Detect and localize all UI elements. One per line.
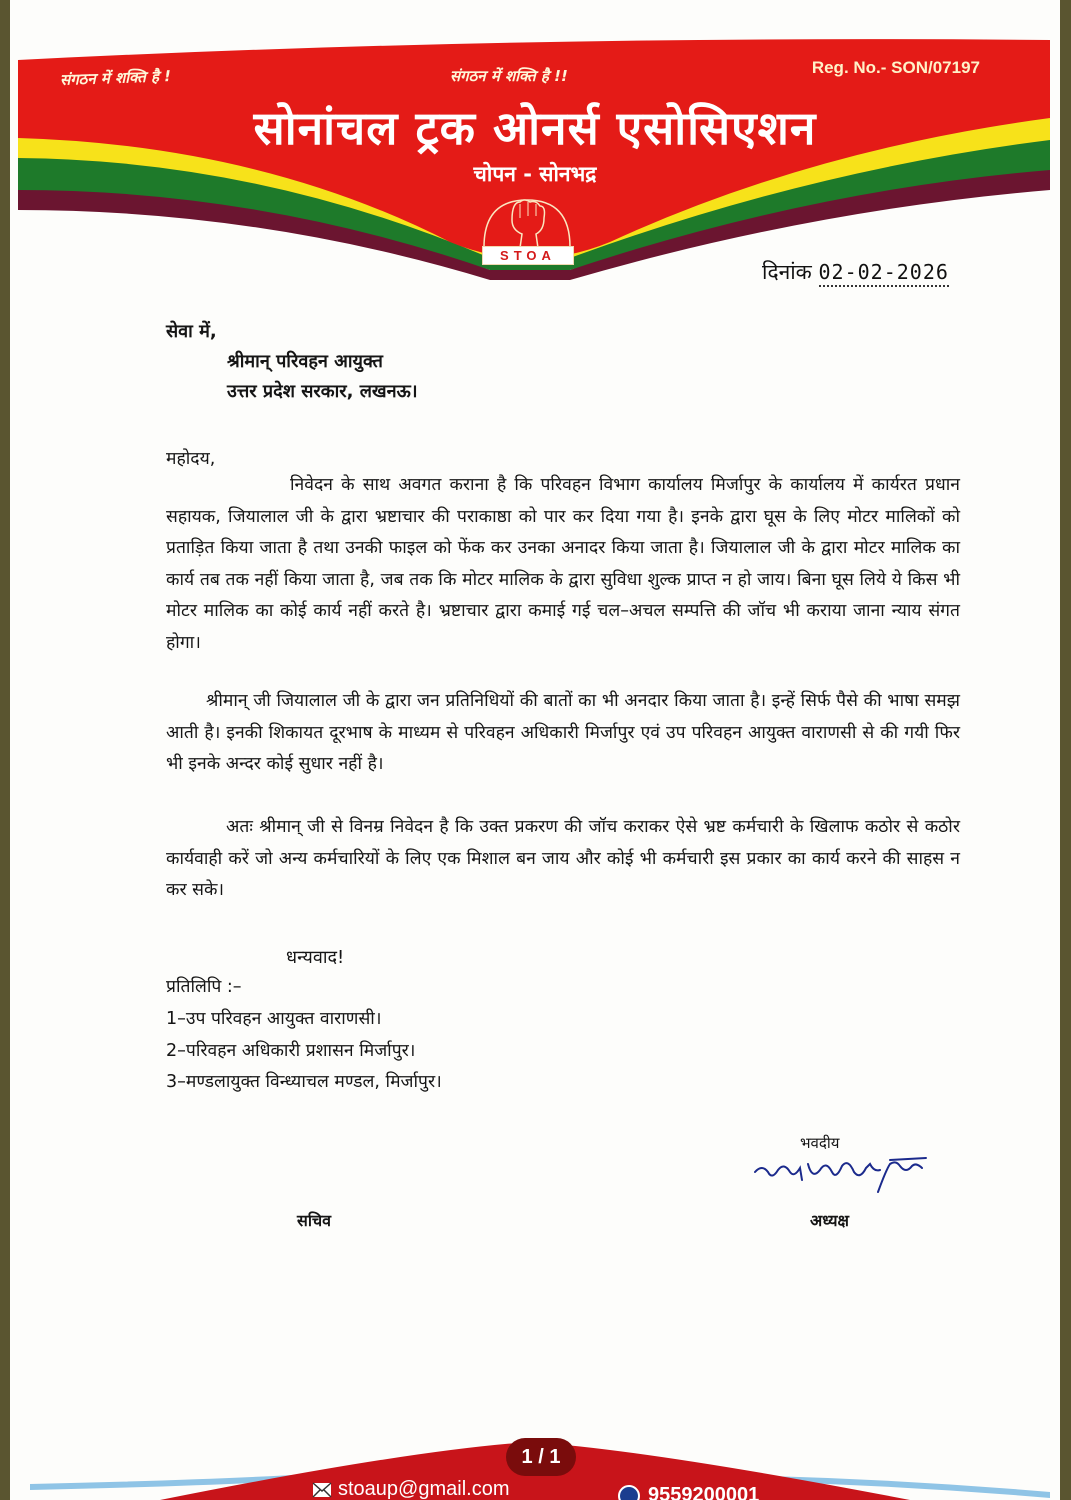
copy-to-list (166, 1004, 442, 1099)
slogan-left: संगठन में शक्ति है ! (59, 67, 172, 89)
organization-name: सोनांचल ट्रक ओनर्स एसोसिएशन (253, 101, 817, 155)
mail-icon (312, 1481, 332, 1499)
footer-phone[interactable] (618, 1484, 759, 1500)
logo-text: STOA (482, 246, 574, 265)
page-indicator: 1 / 1 (506, 1438, 576, 1476)
body-paragraph-2: श्रीमान् जी जियालाल जी के द्वारा जन प्रतिनिधियों की बातों का भी अनदार किया जाता है। इन्हें सिर्फ पैसे की भाषा समझ आती है। इनकी शिकायत दूरभाष के माध्यम से परिवहन अधिकारी मिर्जापुर एवं उप परिवहन आयुक्त वाराणसी से की गयी फिर भी इनके अन्दर कोई सुधार नहीं है। (166, 691, 960, 774)
greeting: महोदय, (166, 449, 216, 469)
body-paragraph-3: अतः श्रीमान् जी से विनम्र निवेदन है कि उक्त प्रकरण की जॉच कराकर ऐसे भ्रष्ट कर्मचारी के खिलाफ कठोर से कठोर कार्यवाही करें जो अन्य कर्मचारियों के लिए एक मिशाल बन जाय और कोई भी कर्मचारी इस प्रकार का कार्य करने की साहस न कर सके। (166, 817, 960, 900)
phone-number[interactable]: 9559200001 (648, 1484, 760, 1500)
slogan-center: संगठन में शक्ति है !! (450, 67, 568, 85)
thanks-text: धन्यवाद! (286, 947, 345, 968)
recipient-office: उत्तर प्रदेश सरकार, लखनऊ। (227, 381, 418, 402)
email-address[interactable]: stoaup@gmail.com (338, 1478, 510, 1500)
organization-location: चोपन - सोनभद्र (473, 162, 597, 186)
copy-to-item: 3–मण्डलायुक्त विन्ध्याचल मण्डल, मिर्जापुर। (166, 1072, 442, 1092)
copy-to-label: प्रतिलिपि :– (166, 977, 242, 997)
date-line (762, 258, 949, 286)
recipient-title: श्रीमान् परिवहन आयुक्त (227, 351, 383, 372)
secretary-title: सचिव (297, 1211, 332, 1230)
letter-page (10, 0, 1060, 1500)
phone-icon (618, 1485, 640, 1500)
copy-to-item: 1–उप परिवहन आयुक्त वाराणसी। (166, 1009, 382, 1029)
handwritten-signature (750, 1150, 930, 1200)
yours-faithfully: भवदीय (800, 1134, 840, 1152)
body-paragraph-1: निवेदन के साथ अवगत कराना है कि परिवहन विभाग कार्यालय मिर्जापुर के कार्यालय में कार्यरत प्रधान सहायक, जियालाल जी के द्वारा भ्रष्टाचार की पराकाष्ठा को पार कर दिया गया है। इनके द्वारा घूस के लिए मोटर मालिकों को प्रताड़ित किया जाता है तथा उनकी फाइल को फेंक कर उनका अनादर किया जाता है। जियालाल जी के द्वारा मोटर मालिक का कार्य तब तक नहीं किया जाता है, जब तक कि मोटर मालिक के द्वारा सुविधा शुल्क प्राप्त न हो जाय। बिना घूस लिये ये किस भी मोटर मालिक का कोई कार्य नहीं करते है। भ्रष्टाचार द्वारा कमाई गई चल–अचल सम्पत्ति की जॉच भी कराया जाना न्याय संगत होगा। (166, 475, 960, 653)
salutation: सेवा में, (166, 321, 217, 342)
date-label: दिनांक (762, 260, 812, 284)
copy-to-item: 2–परिवहन अधिकारी प्रशासन मिर्जापुर। (166, 1040, 416, 1061)
footer-email[interactable] (312, 1478, 509, 1500)
president-title: अध्यक्ष (810, 1211, 849, 1230)
date-value: 02-02-2026 (819, 260, 949, 287)
registration-number: Reg. No.- SON/07197 (811, 58, 980, 77)
